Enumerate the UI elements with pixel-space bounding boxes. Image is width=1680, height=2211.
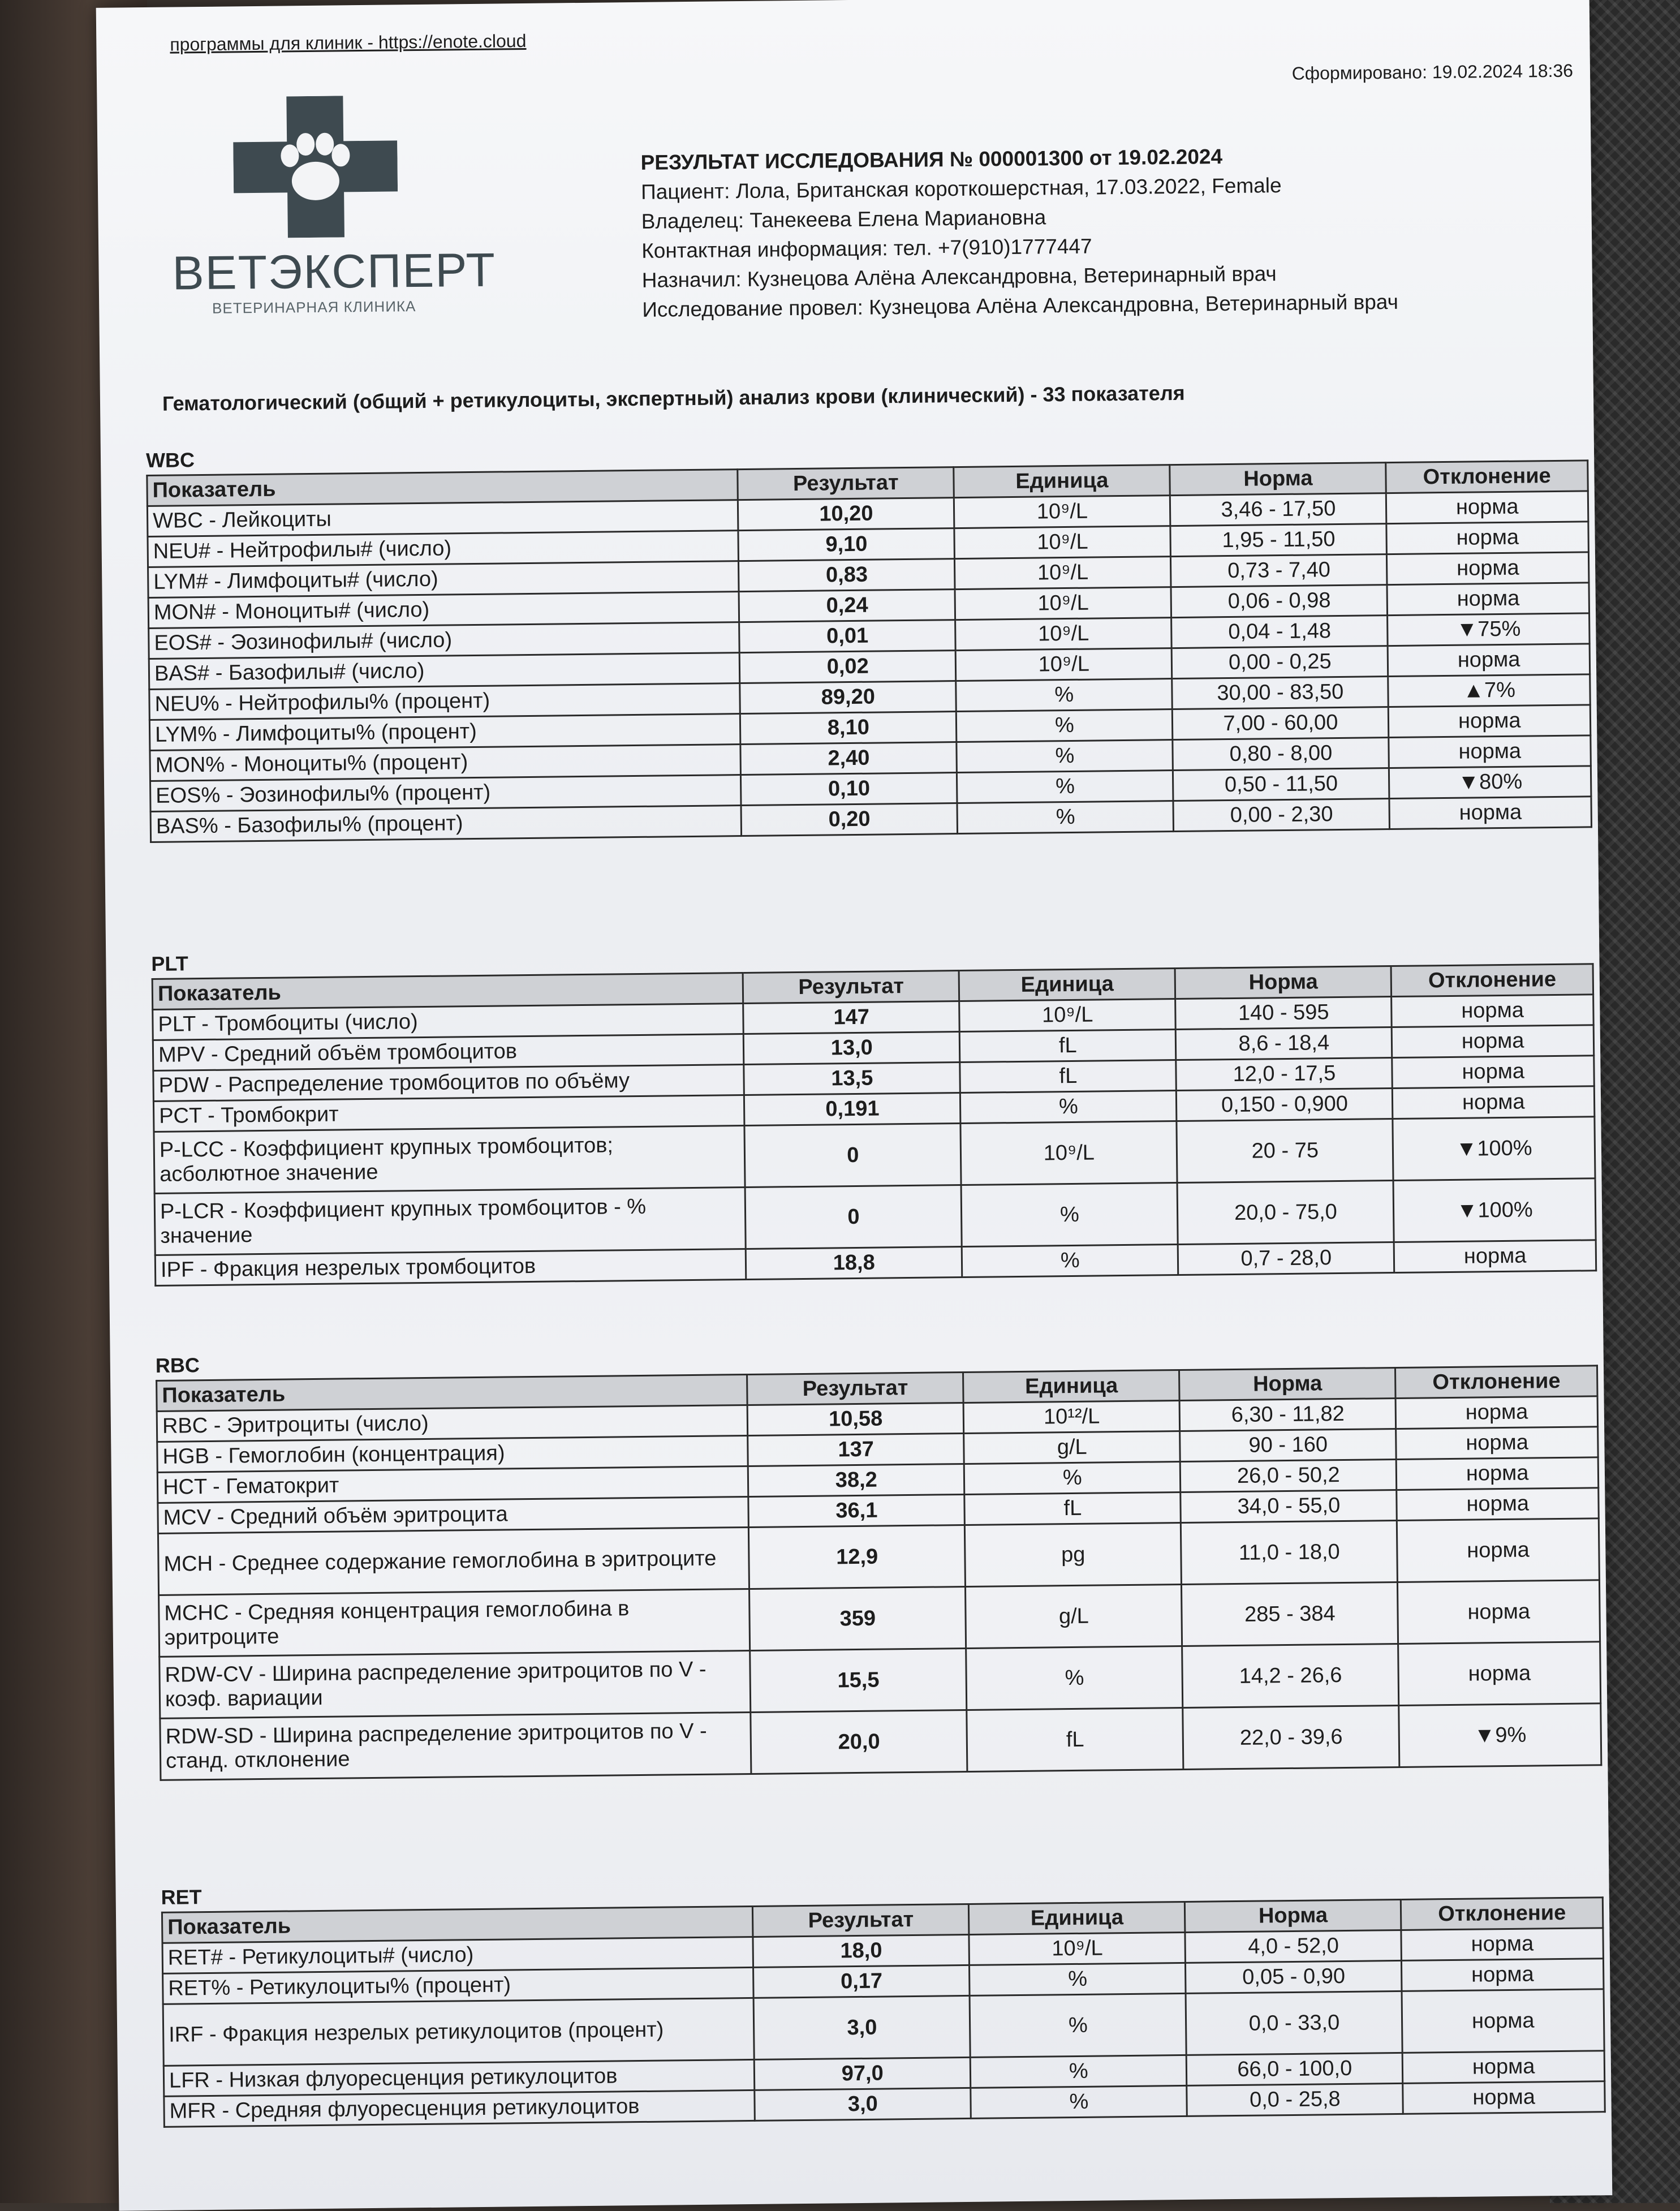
section-label: WBC: [145, 448, 195, 472]
row-norm: 0,150 - 0,900: [1177, 1089, 1393, 1121]
row-unit: %: [971, 2085, 1187, 2118]
row-result: 0,24: [739, 590, 955, 622]
row-unit: 10⁹/L: [955, 618, 1172, 651]
clinic-subtitle: ВЕТЕРИНАРНАЯ КЛИНИКА: [212, 298, 416, 317]
performed-by: Исследование провел: Кузнецова Алёна Александровна, Ветеринарный врач: [642, 290, 1399, 321]
row-unit: fL: [964, 1492, 1181, 1525]
analysis-title: Гематологический (общий + ретикулоциты, экспертный) анализ крови (клинический) - 33 показателя: [162, 381, 1185, 415]
row-unit: %: [957, 740, 1173, 773]
prescribed-by: Назначил: Кузнецова Алёна Александровна, Ветеринарный врач: [641, 262, 1277, 292]
row-unit: %: [964, 1461, 1181, 1494]
row-deviation: норма: [1403, 2081, 1605, 2114]
row-unit: %: [957, 771, 1174, 803]
row-name: MCHC - Средняя концентрация гемоглобина в эритроците: [159, 1589, 750, 1657]
col-result: Результат: [747, 1373, 964, 1405]
row-deviation: норма: [1393, 1086, 1595, 1119]
row-unit: 10⁹/L: [955, 587, 1171, 620]
row-norm: 4,0 - 52,0: [1185, 1930, 1402, 1963]
row-name: RBC - Эритроциты (число): [157, 1405, 748, 1442]
row-deviation: норма: [1389, 705, 1591, 738]
row-deviation: норма: [1386, 491, 1588, 524]
plt-section: [151, 937, 1597, 1287]
owner-info: Владелец: Танекеева Елена Мариановна: [641, 205, 1046, 233]
row-name: NEU# - Нейтрофилы# (число): [148, 531, 739, 567]
row-result: 359: [749, 1586, 966, 1650]
clinic-logo: [170, 94, 497, 318]
row-name: NEU% - Нейтрофилы% (процент): [149, 683, 740, 720]
row-result: 0,02: [739, 651, 956, 683]
row-unit: 10¹²/L: [963, 1401, 1180, 1434]
row-name: LYM% - Лимфоциты% (процент): [149, 714, 740, 751]
row-deviation: норма: [1388, 644, 1590, 677]
col-unit: Единица: [969, 1902, 1186, 1934]
row-name: HCT - Гематокрит: [157, 1466, 748, 1503]
row-name: RET# - Ретикулоциты# (число): [162, 1937, 753, 1973]
row-result: 20,0: [751, 1710, 967, 1774]
row-norm: 0,0 - 33,0: [1186, 1991, 1402, 2055]
row-result: 3,0: [755, 2088, 971, 2120]
col-deviation: Отклонение: [1395, 1366, 1597, 1399]
row-deviation: норма: [1397, 1457, 1599, 1490]
wbc-table: [146, 459, 1592, 843]
row-unit: %: [956, 679, 1173, 712]
row-name: PDW - Распределение тромбоцитов по объёму: [153, 1065, 744, 1102]
row-norm: 0,50 - 11,50: [1173, 768, 1390, 801]
row-unit: 10⁹/L: [954, 526, 1171, 559]
row-deviation: норма: [1398, 1642, 1601, 1706]
row-norm: 66,0 - 100,0: [1187, 2053, 1403, 2085]
row-unit: %: [960, 1091, 1177, 1124]
row-unit: %: [957, 801, 1174, 834]
row-deviation: норма: [1394, 1240, 1596, 1273]
col-unit: Единица: [959, 969, 1175, 1001]
row-norm: 34,0 - 55,0: [1181, 1490, 1397, 1522]
rbc-section: [156, 1339, 1603, 1781]
row-deviation: норма: [1392, 1025, 1594, 1058]
row-result: 147: [743, 1001, 960, 1034]
row-unit: %: [957, 709, 1173, 742]
row-unit: g/L: [966, 1584, 1182, 1648]
row-name: RDW-SD - Ширина распределение эритроцитов по V - станд. отклонение: [160, 1712, 751, 1780]
row-result: 9,10: [738, 528, 955, 561]
clinic-name: ВЕТЭКСПЕРТ: [172, 243, 497, 300]
row-deviation: норма: [1397, 1488, 1599, 1521]
row-norm: 22,0 - 39,6: [1183, 1705, 1399, 1769]
row-name: IPF - Фракция незрелых тромбоцитов: [155, 1249, 746, 1286]
generated-timestamp: Сформировано: 19.02.2024 18:36: [1291, 60, 1574, 84]
row-norm: 140 - 595: [1175, 997, 1392, 1030]
row-norm: 20,0 - 75,0: [1177, 1181, 1394, 1245]
row-name: IRF - Фракция незрелых ретикулоцитов (процент): [163, 1998, 754, 2066]
col-result: Результат: [753, 1904, 970, 1937]
row-deviation: норма: [1392, 995, 1593, 1027]
row-result: 89,20: [740, 681, 957, 714]
row-result: 38,2: [748, 1464, 965, 1496]
row-name: LYM# - Лимфоциты# (число): [148, 561, 739, 598]
row-unit: %: [971, 2055, 1187, 2088]
row-norm: 0,0 - 25,8: [1187, 2083, 1403, 2116]
row-name: BAS# - Базофилы# (число): [149, 653, 740, 690]
wbc-section: [146, 433, 1592, 843]
lab-report-sheet: [96, 0, 1613, 2211]
row-result: 8,10: [740, 712, 957, 745]
row-name: LFR - Низкая флуоресценция ретикулоцитов: [163, 2059, 755, 2096]
report-header: [640, 140, 1398, 325]
col-name: Показатель: [157, 1375, 748, 1412]
row-result: 15,5: [750, 1648, 967, 1712]
row-result: 36,1: [748, 1494, 965, 1527]
row-unit: 10⁹/L: [955, 648, 1172, 681]
row-norm: 0,7 - 28,0: [1178, 1242, 1395, 1275]
row-deviation: ▼75%: [1388, 613, 1589, 646]
row-result: 0,191: [744, 1093, 961, 1126]
row-norm: 26,0 - 50,2: [1181, 1459, 1397, 1492]
row-deviation: норма: [1386, 522, 1588, 554]
row-deviation: норма: [1395, 1396, 1597, 1429]
row-name: HGB - Гемоглобин (концентрация): [157, 1436, 748, 1473]
plt-table: [152, 963, 1597, 1287]
col-result: Результат: [743, 971, 959, 1004]
row-name: EOS# - Эозинофилы# (число): [149, 622, 740, 659]
col-norm: Норма: [1179, 1368, 1396, 1401]
row-result: 97,0: [754, 2057, 971, 2090]
row-norm: 20 - 75: [1177, 1119, 1393, 1183]
row-deviation: ▼9%: [1399, 1704, 1601, 1767]
row-norm: 0,00 - 0,25: [1171, 646, 1388, 679]
row-norm: 0,06 - 0,98: [1171, 585, 1388, 618]
row-deviation: норма: [1387, 552, 1589, 585]
programs-link[interactable]: программы для клиник - https://enote.cloud: [170, 30, 527, 55]
row-deviation: норма: [1402, 1989, 1604, 2053]
col-norm: Норма: [1185, 1899, 1402, 1932]
row-unit: 10⁹/L: [959, 999, 1176, 1032]
row-result: 0: [744, 1124, 961, 1188]
row-norm: 0,80 - 8,00: [1173, 738, 1389, 771]
rbc-table: [156, 1365, 1602, 1781]
row-name: WBC - Лейкоциты: [147, 500, 738, 537]
ret-section: [161, 1870, 1605, 2128]
row-unit: pg: [965, 1522, 1182, 1586]
row-name: MON# - Моноциты# (число): [148, 592, 739, 629]
row-deviation: норма: [1396, 1427, 1598, 1460]
col-norm: Норма: [1170, 463, 1386, 496]
row-name: RDW-CV - Ширина распределение эритроцитов по V - коэф. вариации: [160, 1650, 751, 1718]
row-result: 13,5: [744, 1063, 960, 1095]
row-norm: 14,2 - 26,6: [1182, 1644, 1399, 1707]
row-result: 13,0: [744, 1032, 960, 1065]
vet-cross-icon: [232, 95, 398, 238]
row-norm: 285 - 384: [1182, 1582, 1398, 1646]
row-result: 18,8: [746, 1247, 962, 1280]
row-unit: %: [966, 1646, 1183, 1710]
col-deviation: Отклонение: [1391, 964, 1593, 997]
row-unit: %: [961, 1183, 1178, 1247]
ret-table: [161, 1896, 1606, 2128]
col-result: Результат: [738, 467, 954, 500]
row-name: MCH - Среднее содержание гемоглобина в эритроците: [158, 1527, 749, 1595]
row-name: P-LCC - Коэффициент крупных тромбоцитов; асболютное значение: [154, 1126, 745, 1194]
row-result: 0,20: [741, 803, 958, 836]
patient-info: Пациент: Лола, Британская короткошерстная, 17.03.2022, Female: [640, 174, 1282, 204]
row-norm: 7,00 - 60,00: [1173, 707, 1389, 740]
row-result: 0,10: [741, 773, 958, 806]
row-norm: 0,73 - 7,40: [1171, 554, 1388, 587]
row-name: PCT - Тромбокрит: [153, 1095, 744, 1132]
row-name: MON% - Моноциты% (процент): [150, 745, 741, 781]
row-name: P-LCR - Коэффициент крупных тромбоцитов - % значение: [154, 1188, 746, 1255]
row-deviation: норма: [1392, 1056, 1594, 1089]
row-norm: 8,6 - 18,4: [1176, 1027, 1393, 1060]
section-label: PLT: [151, 952, 188, 975]
row-unit: 10⁹/L: [955, 557, 1171, 590]
row-norm: 0,00 - 2,30: [1173, 799, 1390, 832]
row-result: 0,01: [739, 620, 956, 653]
row-result: 2,40: [740, 742, 957, 775]
row-deviation: ▼100%: [1393, 1117, 1595, 1181]
col-unit: Единица: [963, 1370, 1180, 1403]
row-norm: 3,46 - 17,50: [1170, 493, 1387, 526]
row-deviation: норма: [1389, 797, 1591, 829]
row-name: EOS% - Эозинофилы% (процент): [150, 775, 741, 812]
row-unit: 10⁹/L: [960, 1121, 1177, 1185]
row-deviation: ▼100%: [1393, 1178, 1596, 1242]
row-name: PLT - Тромбоциты (число): [153, 1004, 744, 1040]
row-deviation: ▲7%: [1388, 674, 1590, 707]
row-norm: 0,04 - 1,48: [1171, 616, 1388, 648]
section-label: RET: [161, 1885, 202, 1909]
row-norm: 1,95 - 11,50: [1170, 524, 1387, 557]
row-deviation: норма: [1387, 583, 1589, 616]
row-name: MPV - Средний объём тромбоцитов: [153, 1034, 744, 1071]
col-name: Показатель: [147, 470, 738, 506]
row-unit: 10⁹/L: [969, 1932, 1186, 1965]
row-unit: %: [970, 1963, 1186, 1995]
section-label: RBC: [155, 1353, 200, 1377]
col-name: Показатель: [152, 973, 743, 1010]
row-name: RET% - Ретикулоциты% (процент): [163, 1967, 754, 2004]
row-deviation: ▼80%: [1389, 766, 1591, 799]
row-unit: fL: [960, 1030, 1177, 1063]
row-deviation: норма: [1403, 2051, 1605, 2084]
row-unit: %: [970, 1993, 1186, 2057]
row-deviation: норма: [1398, 1580, 1600, 1644]
col-norm: Норма: [1175, 966, 1392, 999]
row-deviation: норма: [1397, 1519, 1600, 1582]
row-unit: %: [962, 1245, 1179, 1277]
row-norm: 11,0 - 18,0: [1181, 1520, 1398, 1584]
col-name: Показатель: [162, 1906, 753, 1943]
row-norm: 30,00 - 83,50: [1172, 677, 1389, 709]
row-result: 0: [745, 1185, 962, 1249]
row-result: 12,9: [749, 1525, 966, 1589]
row-unit: g/L: [964, 1431, 1181, 1464]
row-deviation: норма: [1402, 1959, 1604, 1991]
contact-info: Контактная информация: тел. +7(910)1777447: [641, 234, 1092, 263]
row-result: 3,0: [753, 1995, 970, 2059]
row-result: 0,83: [739, 559, 955, 592]
row-norm: 6,30 - 11,82: [1179, 1399, 1396, 1431]
row-result: 137: [748, 1434, 964, 1466]
row-name: MCV - Средний объём эритроцита: [158, 1496, 749, 1533]
row-result: 10,20: [738, 498, 955, 531]
row-result: 10,58: [747, 1403, 964, 1436]
row-result: 0,17: [753, 1965, 970, 1998]
col-deviation: Отклонение: [1401, 1898, 1603, 1930]
row-norm: 12,0 - 17,5: [1176, 1058, 1393, 1091]
row-deviation: норма: [1389, 735, 1591, 768]
row-norm: 90 - 160: [1180, 1429, 1397, 1461]
row-name: MFR - Средняя флуоресценция ретикулоцитов: [164, 2090, 755, 2127]
row-norm: 0,05 - 0,90: [1186, 1960, 1402, 1993]
row-result: 18,0: [753, 1934, 970, 1967]
col-unit: Единица: [954, 465, 1170, 498]
row-unit: fL: [967, 1707, 1183, 1771]
row-name: BAS% - Базофилы% (процент): [150, 806, 742, 842]
result-title: РЕЗУЛЬТАТ ИССЛЕДОВАНИЯ № 000001300 от 19.02.2024: [640, 145, 1223, 174]
row-unit: 10⁹/L: [954, 496, 1171, 528]
row-unit: fL: [960, 1060, 1177, 1093]
col-deviation: Отклонение: [1386, 461, 1588, 493]
row-deviation: норма: [1401, 1928, 1603, 1961]
